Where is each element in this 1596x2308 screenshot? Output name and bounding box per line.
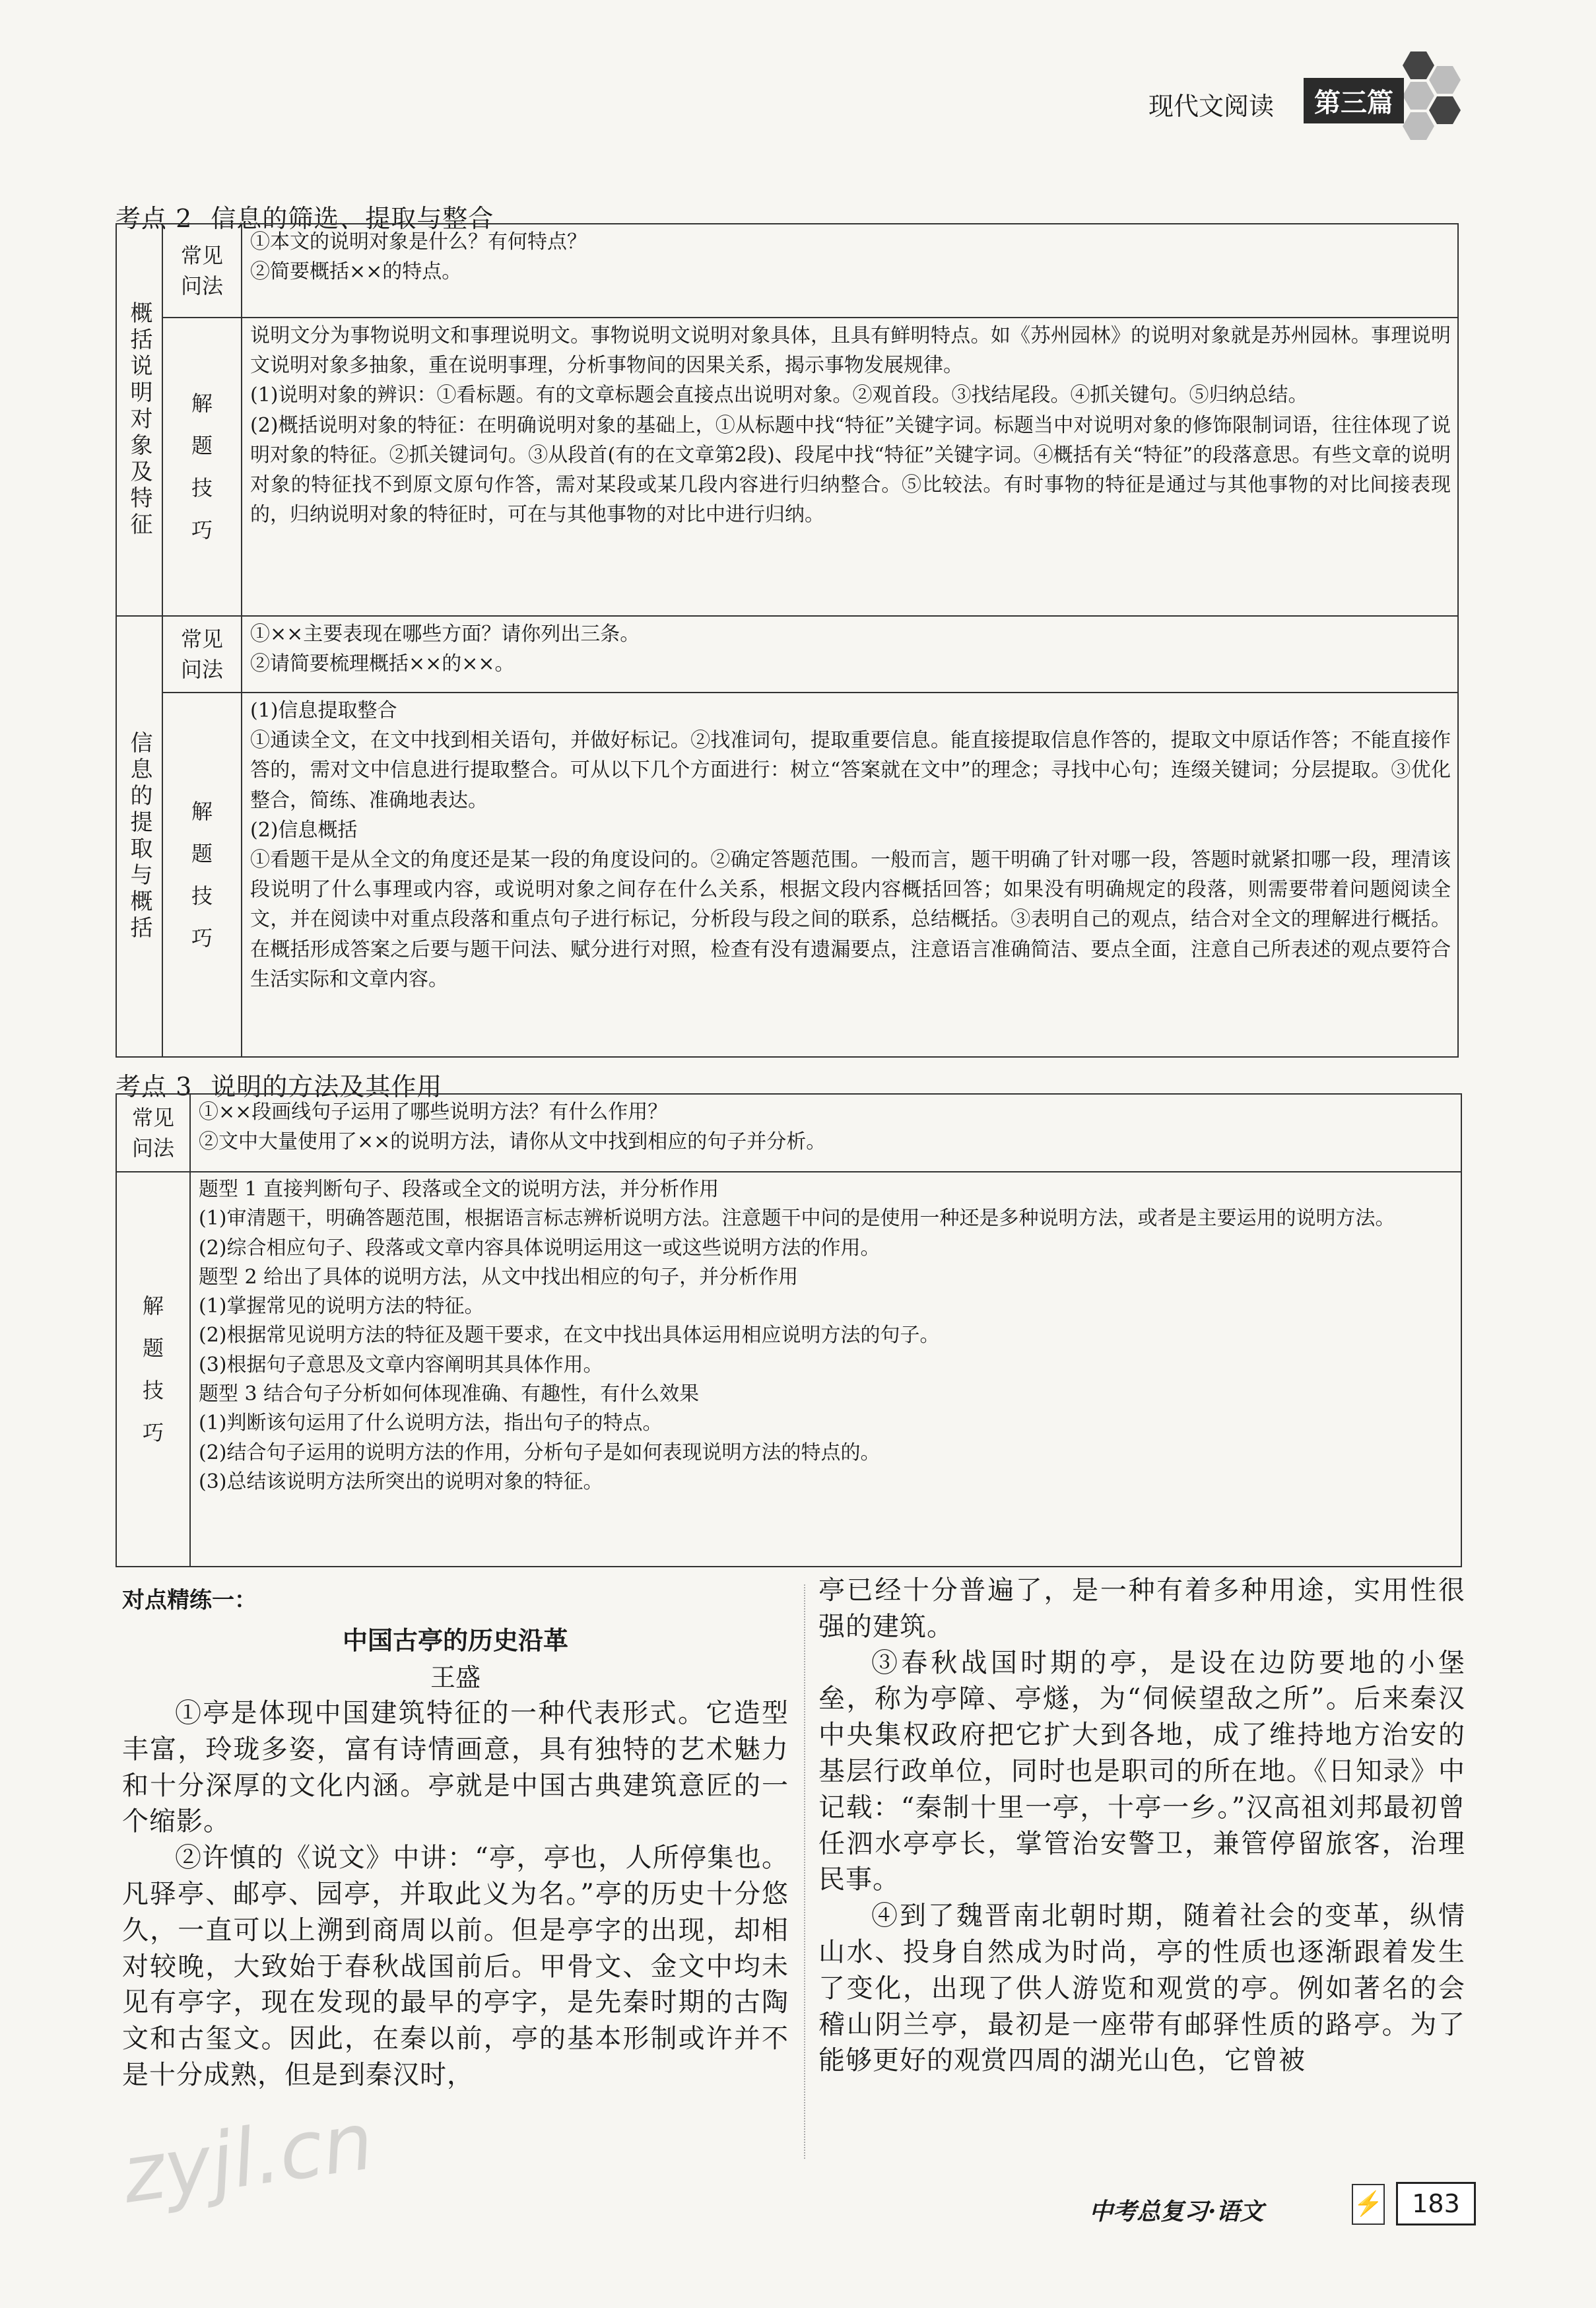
column-divider [804,1584,805,2159]
wenfa-line: ②请简要梳理概括××的××。 [250,652,515,676]
article-paragraph: 亭已经十分普遍了，是一种有着多种用途，实用性很强的建筑。 [818,1575,1465,1642]
hex-decoration-icon [1429,66,1461,94]
wenfa-content [242,616,1458,693]
jiqiao-line: (2)概括说明对象的特征：在明确说明对象的基础上，①从标题中找“特征”关键字词。标题当中对说明对象的修饰限制词语，往往体现了说明对象的特征。②抓关键词句。③从段首(有的在文章第2段)、段尾中找“特征”关键字词。④概括有关“特征”的段落意思。有些文章的说明对象的特征找不到原文原句作答，需对某段或某几段内容进行归纳整合。⑤比较法。有时事物的特征是通过与其他事物的对比间接表现的，归纳说明对象的特征时，可在与其他事物的对比中进行归纳。 [250,413,1451,527]
jiqiao-line: 题型 2 给出了具体的说明方法，从文中找出相应的句子，并分析作用 [199,1265,799,1289]
jiqiao-line: (1)说明对象的辨识：①看标题。有的文章标题会直接点出说明对象。②观首段。③找结尾段。④抓关键句。⑤归纳总结。 [250,384,1308,407]
jiqiao-label-cell [162,318,242,616]
header-section-title: 现代文阅读 [1148,92,1275,121]
jiqiao-content [242,693,1458,1057]
article-paragraph: ④到了魏晋南北朝时期，随着社会的变革，纵情山水、投身自然成为时尚，亭的性质也逐渐跟着发生了变化，出现了供人游览和观赏的亭。例如著名的会稽山阴兰亭，最初是一座带有邮驿性质的路亭。为了能够更好的观赏四周的湖光山色，它曾被 [818,1901,1465,2076]
article-paragraph: ②许慎的《说文》中讲：“亭，亭也，人所停集也。凡驿亭、邮亭、园亭，并取此义为名。”亭的历史十分悠久，一直可以上溯到商周以前。但是亭字的出现，却相对较晚，大致始于春秋战国前后。甲骨文、金文中均未见有亭字，现在发现的最早的亭字，是先秦时期的古陶文和古玺文。因此，在秦以前，亭的基本形制或许并不是十分成熟，但是到秦汉时， [122,1843,789,2090]
wenfa-label-cell [162,616,242,693]
wenfa-line: ②简要概括××的特点。 [250,260,462,284]
article-title: 中国古亭的历史沿革 [342,1626,568,1655]
category-cell [116,224,162,616]
jiqiao-line: (1)审清题干，明确答题范围，根据语言标志辨析说明方法。注意题干中问的是使用一种还是多种说明方法，或者是主要运用的说明方法。 [199,1207,1395,1231]
wenfa-content [242,224,1458,318]
wenfa-label: 常见问法 [131,1105,174,1161]
practice-label: 对点精练一： [122,1587,257,1613]
kaodian2-label: 考点 2 [116,204,193,233]
kaodian3-title: 说明的方法及其作用 [211,1072,443,1101]
category-label: 概括说明对象及特征 [126,301,152,539]
lightning-icon: ⚡ [1352,2184,1385,2225]
jiqiao-label: 解题技巧 [191,391,213,543]
wenfa-label: 常见问法 [180,627,223,682]
jiqiao-line: (1)掌握常见的说明方法的特征。 [199,1295,484,1318]
article-author: 王盛 [430,1663,481,1692]
category-label: 信息的提取与概括 [126,731,152,942]
category-cell [116,616,162,1057]
hex-decoration-icon [1403,82,1434,110]
wenfa-line: ①××段画线句子运用了哪些说明方法？有什么作用？ [199,1101,668,1124]
article-paragraph: ③春秋战国时期的亭，是设在边防要地的小堡垒，称为亭障、亭燧，为“伺候望敌之所”。后来秦汉中央集权政府把它扩大到各地，成了维持地方治安的基层行政单位，同时也是职司的所在地。《日知录》中记载：“秦制十里一亭，十亭一乡。”汉高祖刘邦最初曾任泗水亭亭长，掌管治安警卫，兼管停留旅客，治理民事。 [818,1647,1465,1895]
jiqiao-line: (3)总结该说明方法所突出的说明对象的特征。 [199,1470,603,1493]
page-number: 183 [1396,2182,1476,2225]
jiqiao-line: (1)判断该句运用了什么说明方法，指出句子的特点。 [199,1411,663,1435]
jiqiao-label-cell [162,693,242,1057]
hex-decoration-icon [1403,51,1434,79]
jiqiao-line: (2)信息概括 [250,818,358,842]
kaodian2-table [116,223,1459,1058]
jiqiao-line: 题型 1 直接判断句子、段落或全文的说明方法，并分析作用 [199,1178,719,1201]
kaodian3-table [116,1093,1462,1567]
article-right-column [818,1573,1465,2079]
jiqiao-content [242,318,1458,616]
jiqiao-label-cell [116,1172,190,1567]
wenfa-label-cell [116,1094,190,1172]
jiqiao-label: 解题技巧 [191,799,213,951]
article-paragraph: ①亭是体现中国建筑特征的一种代表形式。它造型丰富，玲珑多姿，富有诗情画意，具有独特的艺术魅力和十分深厚的文化内涵。亭就是中国古典建筑意匠的一个缩影。 [122,1698,789,1837]
jiqiao-line: (2)综合相应句子、段落或文章内容具体说明运用这一或这些说明方法的作用。 [199,1236,881,1260]
kaodian3-label: 考点 3 [116,1072,193,1101]
jiqiao-line: (2)结合句子运用的说明方法的作用，分析句子是如何表现说明方法的特点的。 [199,1441,881,1464]
jiqiao-label: 解题技巧 [142,1293,164,1445]
wenfa-line: ②文中大量使用了××的说明方法，请你从文中找到相应的句子并分析。 [199,1130,826,1154]
jiqiao-line: (2)根据常见说明方法的特征及题干要求，在文中找出具体运用相应说明方法的句子。 [199,1324,940,1347]
hex-decoration-icon [1429,96,1461,124]
jiqiao-line: 说明文分为事物说明文和事理说明文。事物说明文说明对象具体，且具有鲜明特点。如《苏州园林》的说明对象就是苏州园林。事理说明文说明对象多抽象，重在说明事理，分析事物间的因果关系，揭示事物发展规律。 [250,324,1451,378]
jiqiao-line: 题型 3 结合句子分析如何体现准确、有趣性，有什么效果 [199,1382,700,1406]
wenfa-content [190,1094,1461,1172]
wenfa-line: ①××主要表现在哪些方面？请你列出三条。 [250,623,640,646]
jiqiao-content [190,1172,1461,1567]
header-part-tag: 第三篇 [1304,78,1404,123]
wenfa-label: 常见问法 [180,243,223,298]
watermark: zyjl.cn [117,2095,379,2222]
jiqiao-line: (3)根据句子意思及文章内容阐明其具体作用。 [199,1353,603,1376]
jiqiao-line: ①通读全文，在文中找到相关语句，并做好标记。②找准词句，提取重要信息。能直接提取信息作答的，提取文中原话作答；不能直接作答的，需对文中信息进行提取整合。可从以下几个方面进行：树立“答案就在文中”的理念；寻找中心句；连缀关键词；分层提取。③优化整合，简练、准确地表达。 [250,729,1451,812]
article-left-column [122,1695,789,2093]
hex-decoration-icon [1403,112,1434,140]
wenfa-label-cell [162,224,242,318]
jiqiao-line: (1)信息提取整合 [250,699,397,722]
wenfa-line: ①本文的说明对象是什么？有何特点？ [250,230,587,254]
jiqiao-line: ①看题干是从全文的角度还是某一段的角度设问的。②确定答题范围。一般而言，题干明确了针对哪一段，答题时就紧扣哪一段，理清该段说明了什么事理或内容，或说明对象之间存在什么关系，根据文段内容概括回答；如果没有明确规定的段落，则需要带着问题阅读全文，并在阅读中对重点段落和重点句子进行标记，分析段与段之间的联系，总结概括。③表明自己的观点，结合对全文的理解进行概括。在概括形成答案之后要与题干问法、赋分进行对照，检查有没有遗漏要点，注意语言准确简洁、要点全面，注意自己所表述的观点要符合生活实际和文章内容。 [250,848,1451,991]
kaodian2-title: 信息的筛选、提取与整合 [211,204,494,233]
footer-book-title: 中考总复习·语文 [1089,2198,1264,2225]
